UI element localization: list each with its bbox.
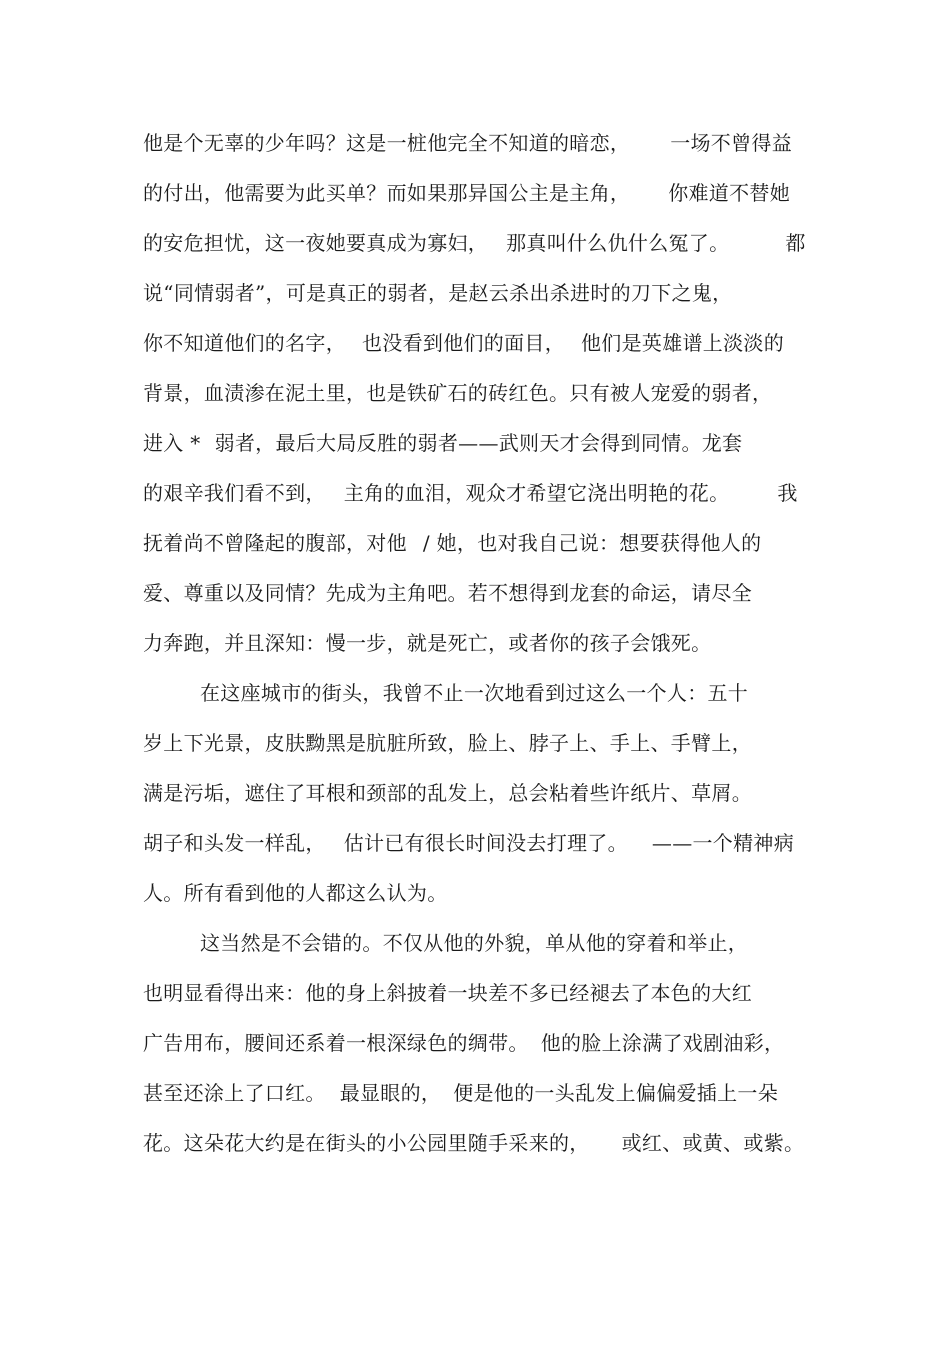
text-line: 人。所有看到他的人都这么认为。 bbox=[143, 881, 448, 905]
text-line: 岁上下光景，皮肤黝黑是肮脏所致，脸上、脖子上、手上、手臂上， bbox=[143, 731, 752, 755]
text-line: 抚着尚不曾隆起的腹部，对他 / 她，也对我自己说：想要获得他人的 bbox=[143, 531, 762, 555]
text-line: 说“同情弱者”，可是真正的弱者，是赵云杀出杀进时的刀下之鬼， bbox=[143, 281, 733, 305]
text-line: 你不知道他们的名字， 也没看到他们的面目， 他们是英雄谱上淡淡的 bbox=[143, 331, 784, 355]
paragraph-start: 这当然是不会错的。不仅从他的外貌，单从他的穿着和举止， bbox=[200, 931, 749, 955]
text-line: 他是个无辜的少年吗？这是一桩他完全不知道的暗恋， 一场不曾得益 bbox=[143, 131, 793, 155]
text-line: 广告用布，腰间还系着一根深绿色的绸带。 他的脸上涂满了戏剧油彩， bbox=[143, 1031, 785, 1055]
text-line: 的安危担忧，这一夜她要真成为寡妇， 那真叫什么仇什么冤了。 都 bbox=[143, 231, 806, 255]
text-line: 胡子和头发一样乱， 估计已有很长时间没去打理了。 ——一个精神病 bbox=[143, 831, 795, 855]
text-line: 甚至还涂上了口红。 最显眼的， 便是他的一头乱发上偏偏爱插上一朵 bbox=[143, 1081, 779, 1105]
text-line: 花。这朵花大约是在街头的小公园里随手采来的， 或红、或黄、或紫。 bbox=[143, 1131, 805, 1155]
text-line: 力奔跑，并且深知：慢一步，就是死亡，或者你的孩子会饿死。 bbox=[143, 631, 712, 655]
body-text bbox=[143, 118, 813, 1168]
text-line: 的付出，他需要为此买单？而如果那异国公主是主角， 你难道不替她 bbox=[143, 181, 791, 205]
text-line: 满是污垢，遮住了耳根和颈部的乱发上，总会粘着些许纸片、草屑。 bbox=[143, 781, 752, 805]
text-line: 进入 * 弱者，最后大局反胜的弱者——武则天才会得到同情。龙套 bbox=[143, 431, 743, 455]
text-line: 的艰辛我们看不到， 主角的血泪，观众才希望它浇出明艳的花。 我 bbox=[143, 481, 798, 505]
text-line: 也明显看得出来：他的身上斜披着一块差不多已经褪去了本色的大红 bbox=[143, 981, 752, 1005]
text-line: 背景，血渍渗在泥土里，也是铁矿石的砖红色。只有被人宠爱的弱者， bbox=[143, 381, 773, 405]
text-line: 爱、尊重以及同情？先成为主角吧。若不想得到龙套的命运，请尽全 bbox=[143, 581, 752, 605]
paragraph-start: 在这座城市的街头，我曾不止一次地看到过这么一个人：五十 bbox=[200, 681, 749, 705]
